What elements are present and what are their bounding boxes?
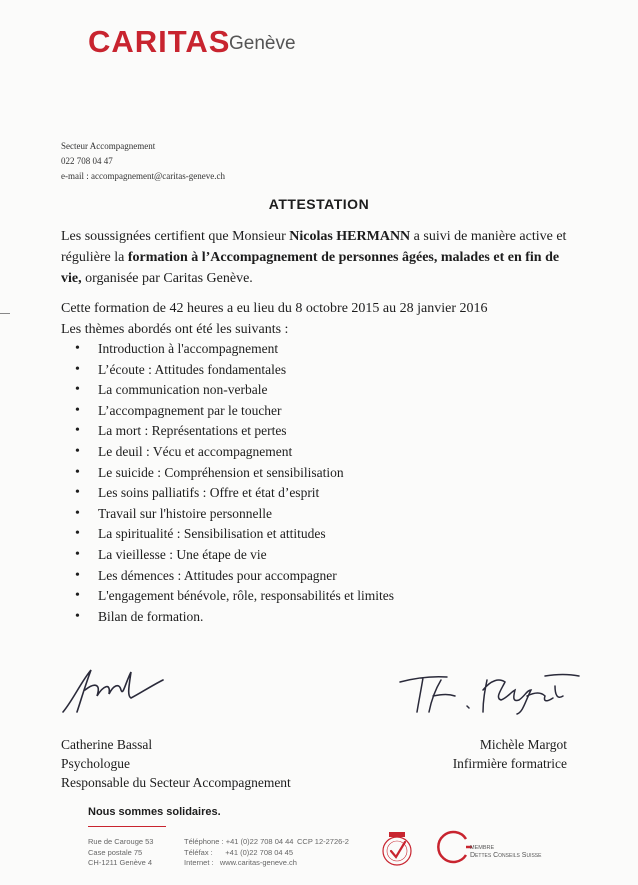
intro-text-2: a suivi de manière active et régulière la (61, 229, 567, 265)
signatory-left-role2: Responsable du Secteur Accompagnement (61, 775, 291, 790)
theme-item: • Travail sur l'histoire personnelle (61, 504, 394, 525)
course-title: formation à l’Accompagnement de personnes âgées, malades et en fin de vie, (61, 250, 560, 286)
sender-phone: 022 708 04 47 (61, 156, 113, 166)
signatory-right-role: Infirmière formatrice (452, 756, 567, 771)
signatory-left (61, 735, 291, 792)
caritas-logo: CARITAS (88, 24, 231, 59)
signatory-right (453, 735, 567, 773)
theme-item: • La spiritualité : Sensibilisation et attitudes (61, 524, 394, 545)
member-label: MEMBRE (470, 845, 495, 851)
signatory-left-name: Catherine Bassal (61, 737, 153, 752)
themes-list (61, 339, 394, 627)
intro-paragraph (61, 226, 581, 289)
theme-item: • La vieillesse : Une étape de vie (61, 545, 394, 566)
signature-left (55, 660, 195, 720)
member-logo-icon (436, 829, 472, 865)
document-title: ATTESTATION (268, 196, 370, 212)
theme-item: • Les soins palliatifs : Offre et état d’esprit (61, 483, 394, 504)
theme-item: • Les démences : Attitudes pour accompagner (61, 566, 394, 587)
theme-item: • L’écoute : Attitudes fondamentales (61, 360, 394, 381)
sender-department: Secteur Accompagnement (61, 141, 156, 151)
duration-paragraph (61, 298, 581, 340)
theme-item: • Bilan de formation. (61, 607, 394, 628)
theme-item: • Introduction à l'accompagnement (61, 339, 394, 360)
sender-email: e-mail : accompagnement@caritas-geneve.ch (61, 171, 225, 181)
theme-item: • La communication non-verbale (61, 380, 394, 401)
theme-item: • La mort : Représentations et pertes (61, 421, 394, 442)
intro-text-3: organisée par Caritas Genève. (81, 271, 253, 286)
address-line: Rue de Carouge 53 (88, 837, 154, 846)
logo-city: Genève (229, 33, 296, 54)
signatory-right-name: Michèle Margot (479, 737, 567, 752)
theme-item: • Le suicide : Compréhension et sensibilisation (61, 463, 394, 484)
theme-item: • Le deuil : Vécu et accompagnement (61, 442, 394, 463)
signatory-left-role: Psychologue (61, 756, 130, 771)
sender-block (61, 139, 225, 184)
contact-web: Internet : www.caritas-geneve.ch (184, 858, 297, 867)
contact-fax: Téléfax : +41 (0)22 708 04 45 (184, 847, 294, 857)
address-line: Case postale 75 (88, 847, 143, 857)
member-org: Dettes Conseils Suisse (470, 852, 542, 859)
footer-divider (88, 826, 166, 827)
member-badge-text (470, 844, 541, 860)
duration-text: Cette formation de 42 heures a eu lieu du 8 octobre 2015 au 28 janvier 2016 (61, 301, 488, 316)
themes-intro: Les thèmes abordés ont été les suivants : (61, 322, 289, 337)
contact-phone: Téléphone : +41 (0)22 708 04 44 (184, 837, 294, 846)
footer-ccp: CCP 12-2726-2 (297, 837, 349, 846)
footer-motto: Nous sommes solidaires. (88, 806, 221, 818)
address-line: CH-1211 Genève 4 (88, 858, 153, 867)
footer-address (88, 837, 153, 869)
intro-text-1: Les soussignées certifient que Monsieur (61, 229, 290, 244)
theme-item: • L'engagement bénévole, rôle, responsabilités et limites (61, 586, 394, 607)
fold-mark (0, 313, 10, 314)
signature-right (395, 668, 585, 718)
zewo-seal-icon (380, 830, 414, 870)
footer-contact (184, 837, 297, 869)
recipient-name: Nicolas HERMANN (289, 229, 411, 244)
theme-item: • L’accompagnement par le toucher (61, 401, 394, 422)
